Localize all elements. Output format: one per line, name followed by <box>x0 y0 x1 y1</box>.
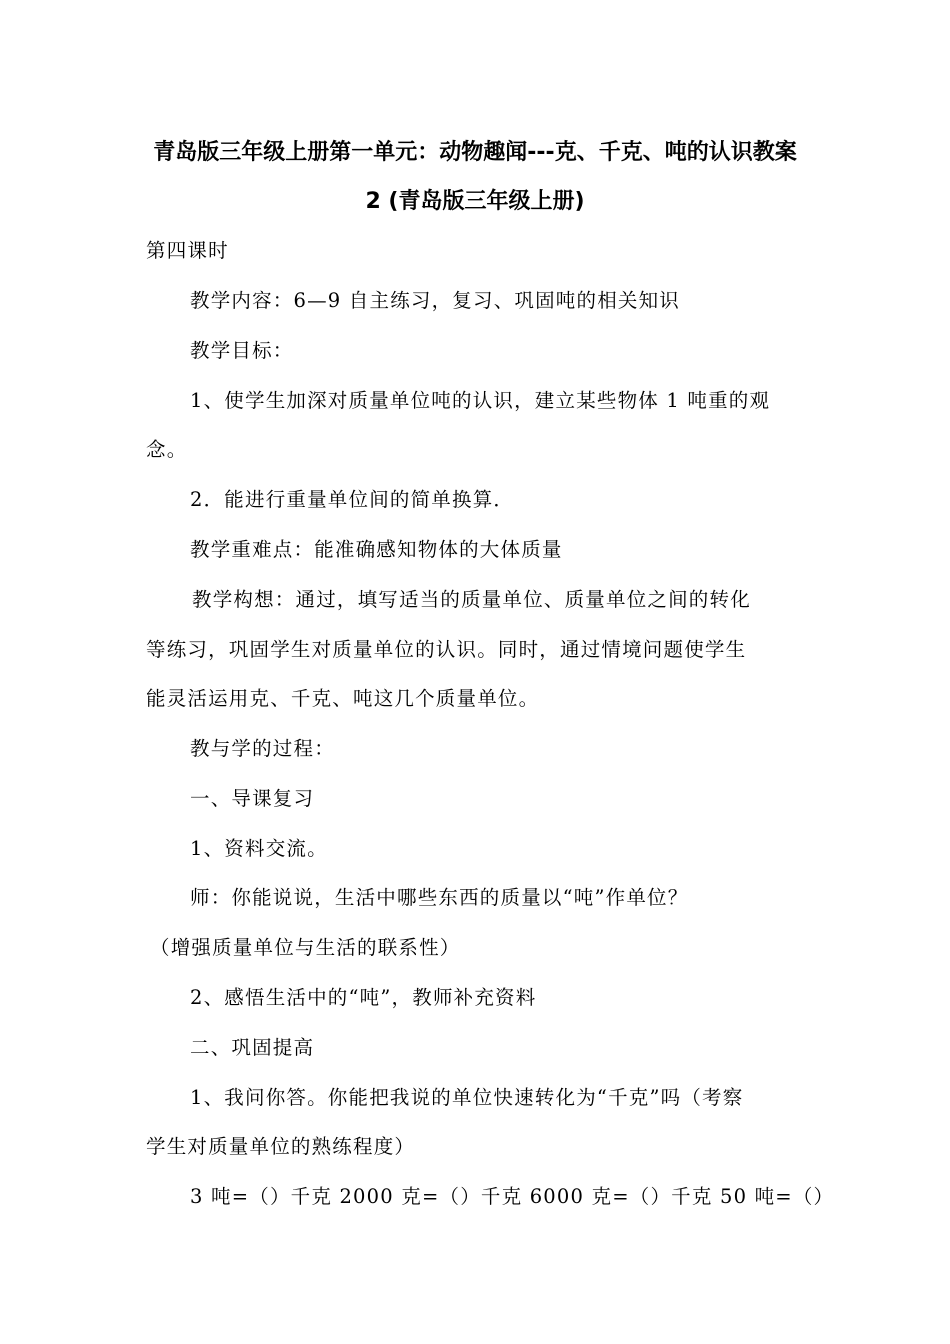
section-2-heading: 二、巩固提高 <box>190 1036 315 1059</box>
teaching-goals-heading: 教学目标： <box>190 339 294 362</box>
exercise-1-line-2: 学生对质量单位的熟练程度） <box>146 1135 416 1158</box>
key-difficulty: 教学重难点：能准确感知物体的大体质量 <box>190 538 563 561</box>
item-1-material-exchange: 1、资料交流。 <box>190 837 328 860</box>
teacher-question: 师：你能说说，生活中哪些东西的质量以“吨”作单位？ <box>190 886 689 909</box>
teaching-content: 教学内容：6—9 自主练习，复习、巩固吨的相关知识 <box>190 289 681 312</box>
question-note: （增强质量单位与生活的联系性） <box>150 936 461 959</box>
goal-2: 2．能进行重量单位间的简单换算． <box>190 488 515 511</box>
lesson-period: 第四课时 <box>146 239 229 262</box>
teaching-idea-line-1: 教学构想：通过，填写适当的质量单位、质量单位之间的转化 <box>192 588 751 611</box>
exercise-1-line-1: 1、我问你答。你能把我说的单位快速转化为“千克”吗（考察 <box>190 1086 744 1109</box>
goal-1-line-1: 1、使学生加深对质量单位吨的认识，建立某些物体 1 吨重的观 <box>190 389 771 412</box>
conversion-exercises: 3 吨=（）千克 2000 克=（）千克 6000 克=（）千克 50 吨=（） <box>190 1185 835 1208</box>
item-2-perceive-ton: 2、感悟生活中的“吨”，教师补充资料 <box>190 986 537 1009</box>
section-1-heading: 一、导课复习 <box>190 787 315 810</box>
teaching-idea-line-2: 等练习，巩固学生对质量单位的认识。同时，通过情境问题使学生 <box>146 638 747 661</box>
process-heading: 教与学的过程： <box>190 737 335 760</box>
document-title-line-1: 青岛版三年级上册第一单元：动物趣闻---克、千克、吨的认识教案 <box>153 140 797 165</box>
goal-1-line-2: 念。 <box>146 438 188 461</box>
teaching-idea-line-3: 能灵活运用克、千克、吨这几个质量单位。 <box>146 687 540 710</box>
document-title-line-2: 2 (青岛版三年级上册) <box>365 189 585 214</box>
